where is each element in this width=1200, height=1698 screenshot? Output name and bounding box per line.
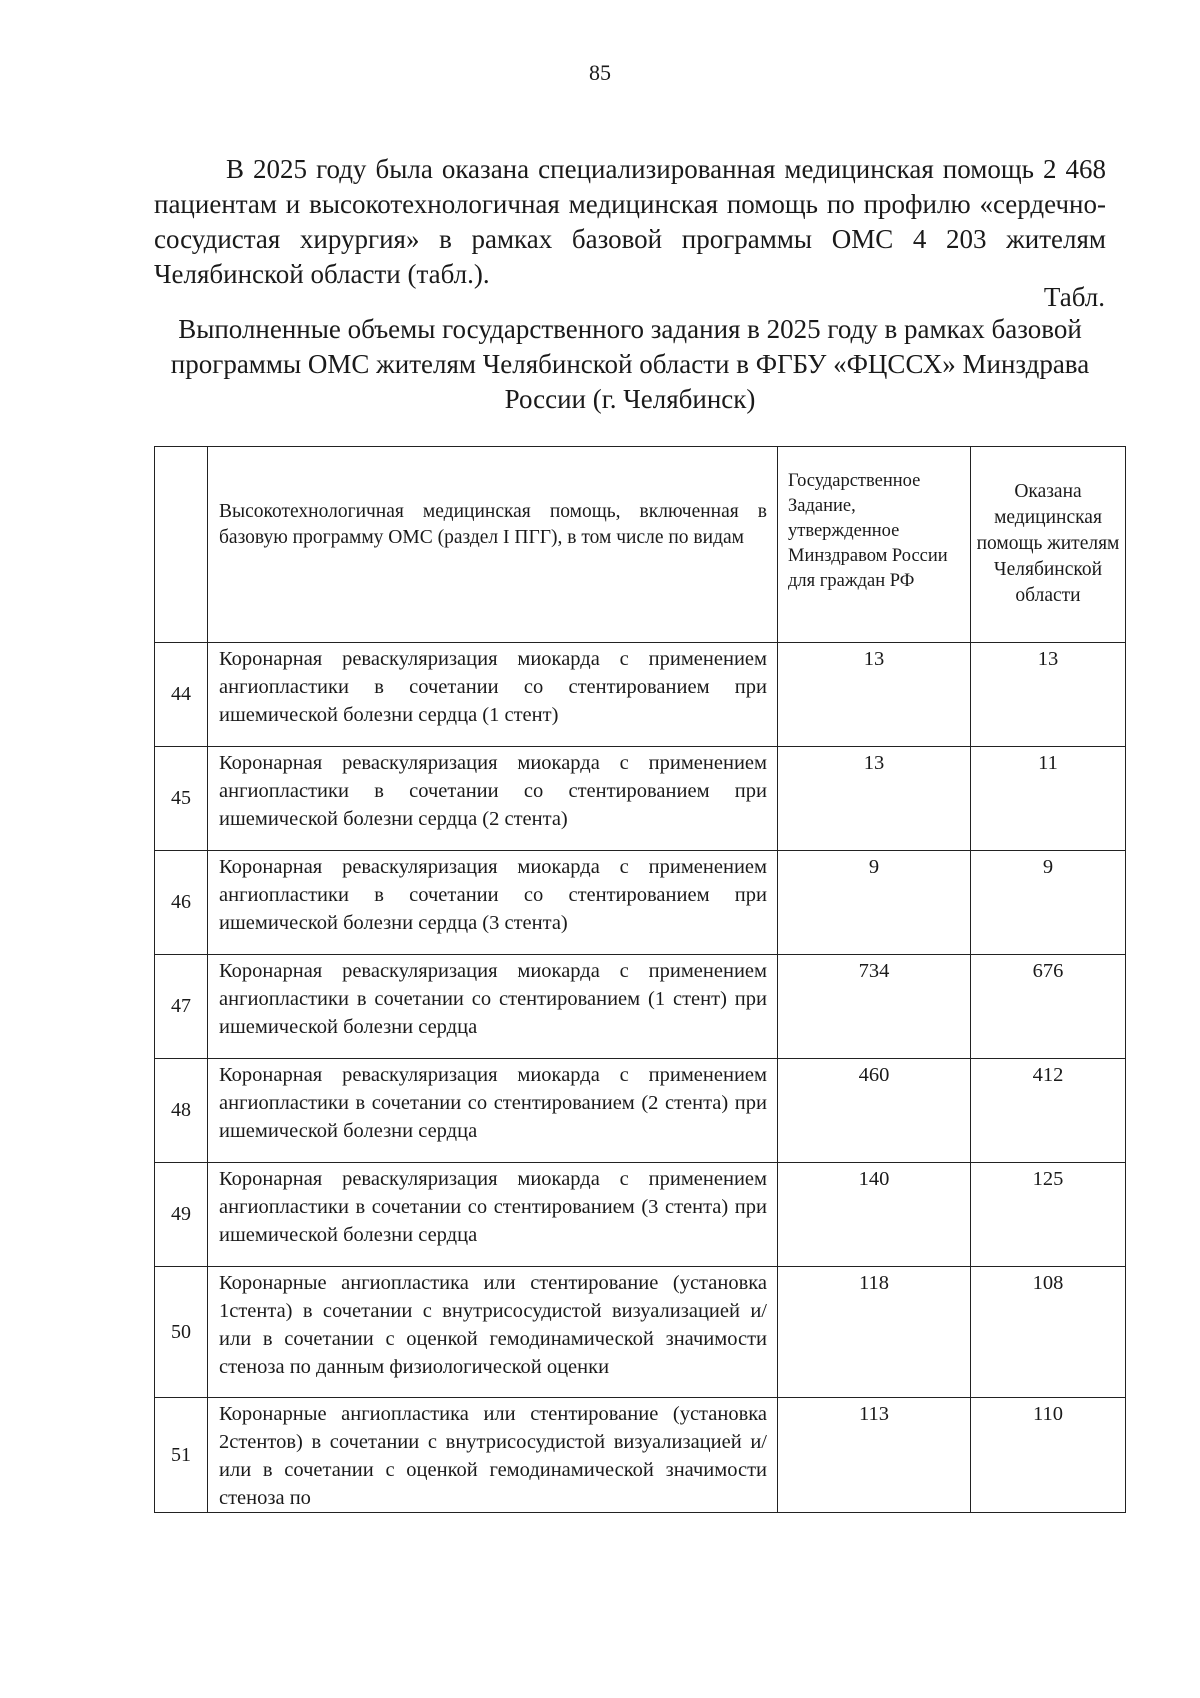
row-number-cell: 46: [155, 851, 208, 955]
row-name-cell: Коронарная реваскуляризация миокарда с применением ангиопластики в сочетании со стентированием (3 стента) при ишемической болезни сердца: [208, 1163, 778, 1267]
intro-paragraph: В 2025 году была оказана специализированная медицинская помощь 2 468 пациентам и высокотехнологичная медицинская помощь по профилю «сердечно-сосудистая хирургия» в рамках базовой программы ОМС 4 203 жителям Челябинской области (табл.).: [154, 154, 1106, 289]
row-gov-task-cell: 13: [778, 747, 971, 851]
row-gov-task-cell: 113: [778, 1398, 971, 1513]
table-row: [155, 851, 1126, 955]
row-number-cell: 50: [155, 1267, 208, 1398]
row-gov-task-cell: 734: [778, 955, 971, 1059]
row-number-cell: 49: [155, 1163, 208, 1267]
row-provided-cell: 9: [971, 851, 1126, 955]
row-name-cell: Коронарная реваскуляризация миокарда с применением ангиопластики в сочетании со стентированием при ишемической болезни сердца (2 стента): [208, 747, 778, 851]
table-row: [155, 747, 1126, 851]
page-number: 85: [589, 60, 611, 85]
row-gov-task-cell: 13: [778, 643, 971, 747]
row-gov-task-cell: 140: [778, 1163, 971, 1267]
row-provided-cell: 676: [971, 955, 1126, 1059]
row-number-cell: 51: [155, 1398, 208, 1513]
row-provided-cell: 11: [971, 747, 1126, 851]
table-row: [155, 1267, 1126, 1398]
table-row: [155, 643, 1126, 747]
row-number-cell: 45: [155, 747, 208, 851]
table-row: [155, 1059, 1126, 1163]
row-gov-task-cell: 118: [778, 1267, 971, 1398]
table-row: [155, 955, 1126, 1059]
row-name-cell: Коронарные ангиопластика или стентирование (установка 1стента) в сочетании с внутрисосудистой визуализацией и/или в сочетании с оценкой гемодинамической значимости стеноза по данным физиологической оценки: [208, 1267, 778, 1398]
row-number-cell: 44: [155, 643, 208, 747]
row-gov-task-cell: 460: [778, 1059, 971, 1163]
row-name-cell: Коронарная реваскуляризация миокарда с применением ангиопластики в сочетании со стентированием (2 стента) при ишемической болезни сердца: [208, 1059, 778, 1163]
table-header-row: [155, 447, 1126, 643]
row-provided-cell: 125: [971, 1163, 1126, 1267]
header-gov-task-cell: Государственное Задание, утвержденное Минздравом России для граждан РФ: [778, 447, 971, 643]
table-row: [155, 1163, 1126, 1267]
table-label: Табл.: [1043, 282, 1105, 312]
row-number-cell: 48: [155, 1059, 208, 1163]
row-provided-cell: 412: [971, 1059, 1126, 1163]
header-provided-cell: Оказана медицинская помощь жителям Челябинской области: [971, 447, 1126, 643]
row-name-cell: Коронарные ангиопластика или стентирование (установка 2стентов) в сочетании с внутрисосудистой визуализацией и/или в сочетании с оценкой гемодинамической значимости стеноза по: [208, 1398, 778, 1513]
row-gov-task-cell: 9: [778, 851, 971, 955]
table-row: [155, 1398, 1126, 1513]
row-name-cell: Коронарная реваскуляризация миокарда с применением ангиопластики в сочетании со стентированием при ишемической болезни сердца (3 стента): [208, 851, 778, 955]
header-name-cell: Высокотехнологичная медицинская помощь, включенная в базовую программу ОМС (раздел I ПГГ), в том числе по видам: [208, 447, 778, 643]
row-number-cell: 47: [155, 955, 208, 1059]
data-table: [154, 446, 1126, 1513]
row-provided-cell: 13: [971, 643, 1126, 747]
row-provided-cell: 110: [971, 1398, 1126, 1513]
row-provided-cell: 108: [971, 1267, 1126, 1398]
row-name-cell: Коронарная реваскуляризация миокарда с применением ангиопластики в сочетании со стентированием при ишемической болезни сердца (1 стент): [208, 643, 778, 747]
header-num-cell: [155, 447, 208, 643]
row-name-cell: Коронарная реваскуляризация миокарда с применением ангиопластики в сочетании со стентированием (1 стент) при ишемической болезни сердца: [208, 955, 778, 1059]
table-title: Выполненные объемы государственного задания в 2025 году в рамках базовой программы ОМС жителям Челябинской области в ФГБУ «ФЦССХ» Минздрава России (г. Челябинск): [170, 314, 1090, 414]
